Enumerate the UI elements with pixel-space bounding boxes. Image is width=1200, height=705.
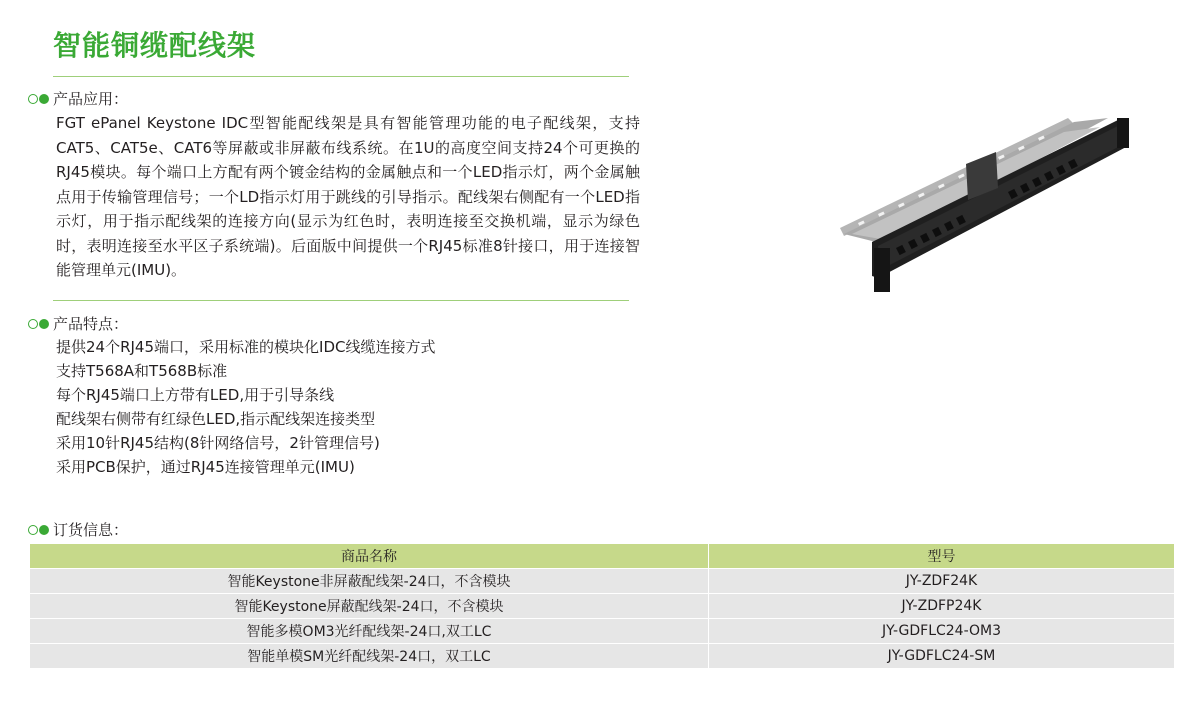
feature-item: 采用PCB保护，通过RJ45连接管理单元(IMU) [56,458,355,476]
column-header-model: 型号 [709,544,1175,569]
table-header-row [30,544,1175,569]
application-heading-label: 产品应用： [53,90,129,108]
product-name-cell: 智能多模OM3光纤配线架-24口,双工LC [30,619,709,644]
features-list [56,335,435,479]
bullet-dots-icon [28,525,49,535]
model-cell: JY-GDFLC24-SM [709,644,1175,669]
features-heading [28,313,128,334]
table-row [30,569,1175,594]
divider [53,76,629,77]
column-header-name: 商品名称 [30,544,709,569]
model-cell: JY-ZDF24K [709,569,1175,594]
product-name-cell: 智能Keystone非屏蔽配线架-24口，不含模块 [30,569,709,594]
feature-item: 每个RJ45端口上方带有LED,用于引导条线 [56,386,335,404]
order-table [29,543,1175,669]
features-heading-label: 产品特点： [53,315,129,333]
product-name-cell: 智能单模SM光纤配线架-24口，双工LC [30,644,709,669]
feature-item: 配线架右侧带有红绿色LED,指示配线架连接类型 [56,410,376,428]
product-name-cell: 智能Keystone屏蔽配线架-24口，不含模块 [30,594,709,619]
table-row [30,644,1175,669]
feature-item: 支持T568A和T568B标准 [56,362,228,380]
feature-item: 采用10针RJ45结构(8针网络信号，2针管理信号) [56,434,380,452]
table-row [30,594,1175,619]
application-text: FGT ePanel Keystone IDC型智能配线架是具有智能管理功能的电子配线架，支持CAT5、CAT5e、CAT6等屏蔽或非屏蔽布线系统。在1U的高度空间支持24个可更换的RJ45模块。每个端口上方配有两个镀金结构的金属触点和一个LED指示灯，两个金属触点用于传输管理信号；一个LD指示灯用于跳线的引导指示。配线架右侧配有一个LED指示灯，用于指示配线架的连接方向(显示为红色时，表明连接至交换机端，显示为绿色时，表明连接至水平区子系统端)。后面版中间提供一个RJ45标准8针接口，用于连接智能管理单元(IMU)。 [56,114,640,279]
feature-item: 提供24个RJ45端口，采用标准的模块化IDC线缆连接方式 [56,338,436,356]
patch-panel-image [838,110,1138,295]
order-heading [28,519,128,540]
divider [53,300,629,301]
bullet-dots-icon [28,319,49,329]
model-cell: JY-ZDFP24K [709,594,1175,619]
application-heading [28,88,128,109]
model-cell: JY-GDFLC24-OM3 [709,619,1175,644]
bullet-dots-icon [28,94,49,104]
page-title: 智能铜缆配线架 [53,29,257,62]
table-row [30,619,1175,644]
order-heading-label: 订货信息： [53,521,129,539]
